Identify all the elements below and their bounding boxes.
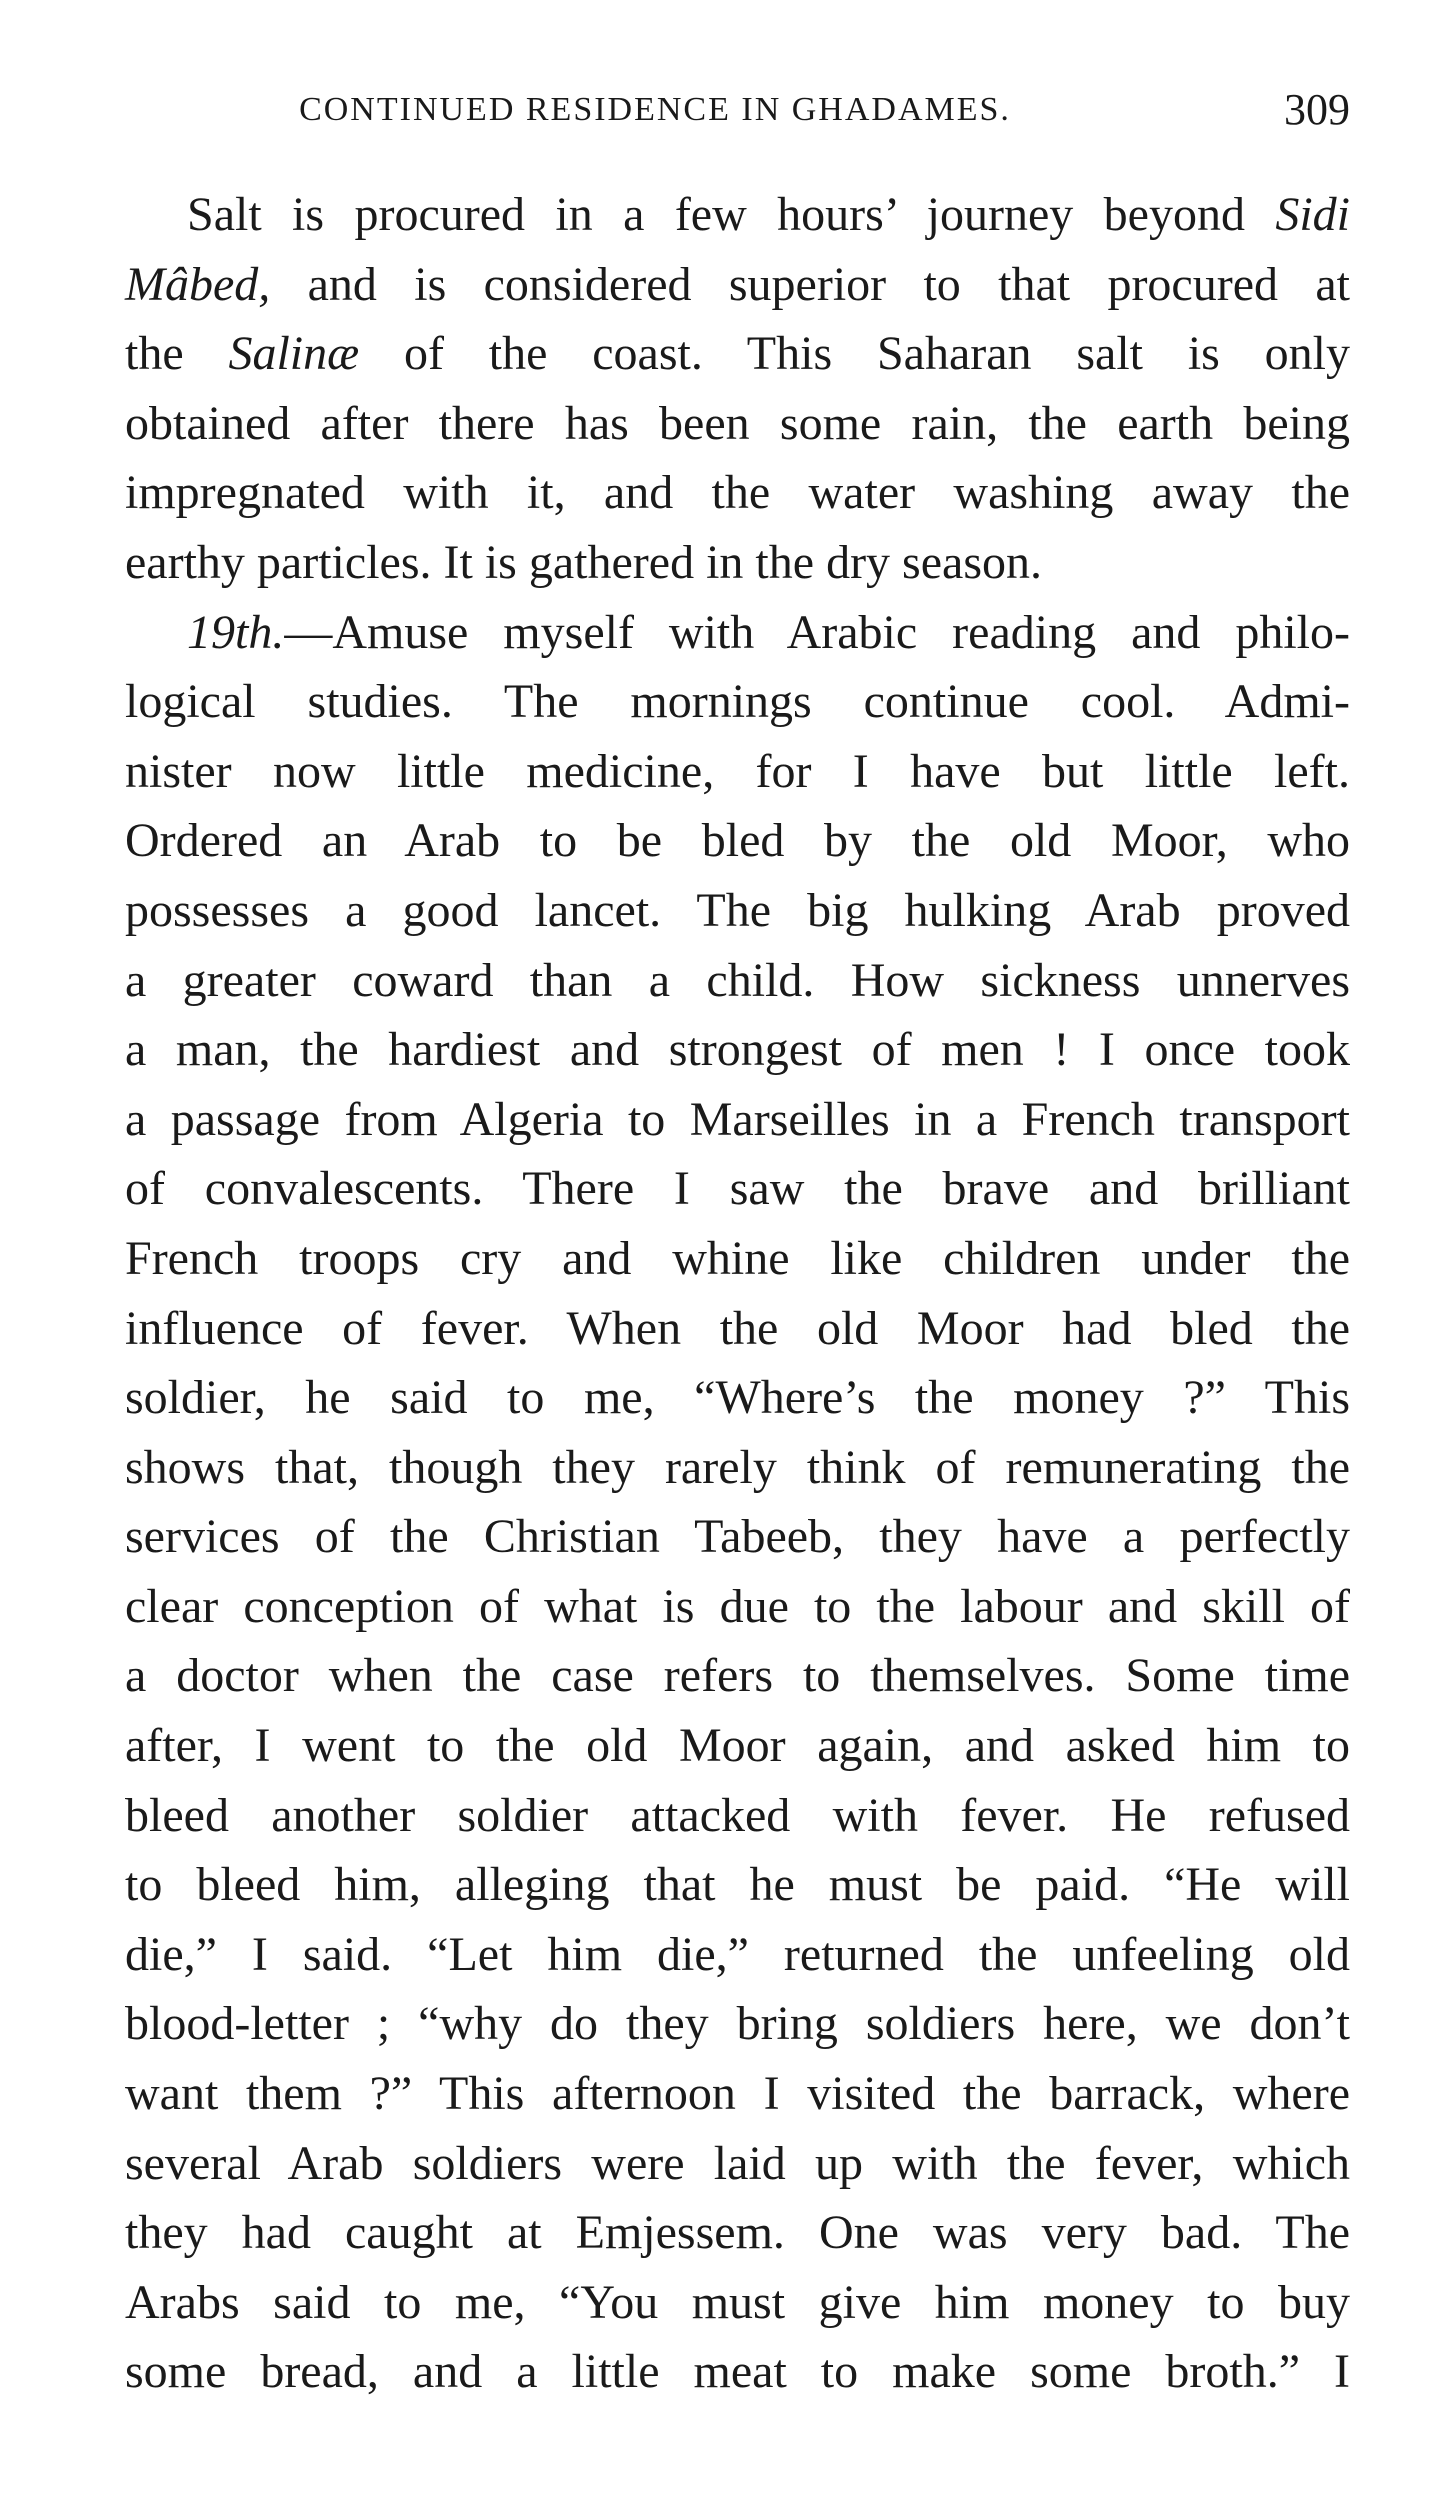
text-line [125, 946, 1350, 1016]
text-run: want them ?” This afternoon I visited the barrack, where [125, 2067, 1350, 2121]
text-run: bleed another soldier attacked with fever. He refused [125, 1788, 1350, 1842]
text-line [125, 319, 1350, 389]
text-run: impregnated with it, and the water washing away the [125, 466, 1350, 520]
text-line [125, 598, 1350, 668]
text-line [125, 1015, 1350, 1085]
text-run: logical studies. The mornings continue cool. Admi- [125, 675, 1350, 729]
text-line [125, 806, 1350, 876]
text-line [125, 1989, 1350, 2059]
text-line [125, 528, 1350, 598]
text-line [125, 1781, 1350, 1851]
text-run: soldier, he said to me, “Where’s the money ?” This [125, 1371, 1350, 1425]
text-run: —Amuse myself with Arabic reading and philo- [284, 605, 1350, 659]
text-run: a passage from Algeria to Marseilles in a French transport [125, 1092, 1350, 1146]
body-text [125, 180, 1350, 2407]
text-line [125, 2059, 1350, 2129]
running-title: CONTINUED RESIDENCE IN GHADAMES. [299, 91, 1011, 128]
text-run: services of the Christian Tabeeb, they have a perfectly [125, 1510, 1350, 1564]
text-run: several Arab soldiers were laid up with the fever, which [125, 2136, 1350, 2190]
text-run: a greater coward than a child. How sickness unnerves [125, 953, 1350, 1007]
text-run: of convalescents. There I saw the brave and brilliant [125, 1162, 1350, 1216]
text-run: clear conception of what is due to the labour and skill of [125, 1579, 1350, 1633]
italic-run: Mâbed, [125, 257, 271, 311]
text-line [125, 458, 1350, 528]
text-run: of the coast. This Saharan salt is only [359, 327, 1351, 381]
text-run: blood-letter ; “why do they bring soldiers here, we don’t [125, 1997, 1350, 2051]
text-run: after, I went to the old Moor again, and asked him to [125, 1719, 1350, 1773]
text-run: Arabs said to me, “You must give him money to buy [125, 2275, 1350, 2329]
text-run: obtained after there has been some rain, the earth being [125, 396, 1350, 450]
text-run: possesses a good lancet. The big hulking Arab proved [125, 883, 1350, 937]
text-run: nister now little medicine, for I have but little left. [125, 744, 1350, 798]
text-run: die,” I said. “Let him die,” returned the unfeeling old [125, 1927, 1350, 1981]
text-line [125, 1572, 1350, 1642]
text-run: Ordered an Arab to be bled by the old Moor, who [125, 814, 1350, 868]
text-line [125, 180, 1350, 250]
text-line [125, 1154, 1350, 1224]
running-head [125, 80, 1350, 140]
text-line [125, 2337, 1350, 2407]
italic-run: Sidi [1275, 188, 1350, 241]
italic-run: 19th. [187, 605, 285, 659]
text-run: French troops cry and whine like children under the [125, 1231, 1350, 1285]
text-run: and is considered superior to that procured at [270, 257, 1350, 311]
text-line [125, 876, 1350, 946]
text-run: to bleed him, alleging that he must be paid. “He will [125, 1858, 1350, 1912]
text-line [125, 2198, 1350, 2268]
text-line [125, 737, 1350, 807]
text-line [125, 667, 1350, 737]
text-line [125, 1641, 1350, 1711]
text-line [125, 1502, 1350, 1572]
text-run: the [125, 327, 229, 381]
text-line [125, 1363, 1350, 1433]
text-run: Salt is procured in a few hours’ journey beyond [187, 188, 1276, 241]
text-run: influence of fever. When the old Moor had bled the [125, 1301, 1350, 1355]
text-line [125, 1920, 1350, 1990]
text-run: some bread, and a little meat to make some broth.” I [125, 2345, 1350, 2399]
text-line [125, 2268, 1350, 2338]
paragraph [125, 598, 1350, 2407]
text-line [125, 1224, 1350, 1294]
paragraph [125, 180, 1350, 598]
text-line [125, 1711, 1350, 1781]
text-run: a man, the hardiest and strongest of men ! I once took [125, 1023, 1350, 1077]
text-line [125, 1850, 1350, 1920]
text-run: shows that, though they rarely think of remunerating the [125, 1440, 1350, 1494]
text-run: they had caught at Emjessem. One was very bad. The [125, 2206, 1350, 2260]
page-number: 309 [1284, 85, 1350, 134]
italic-run: Salinæ [228, 327, 360, 381]
text-line [125, 1294, 1350, 1364]
text-run: a doctor when the case refers to themselves. Some time [125, 1649, 1350, 1703]
text-line [125, 2129, 1350, 2199]
text-line [125, 1085, 1350, 1155]
text-line [125, 1433, 1350, 1503]
text-line [125, 389, 1350, 459]
text-line [125, 250, 1350, 320]
text-run: earthy particles. It is gathered in the dry season. [125, 535, 1043, 589]
